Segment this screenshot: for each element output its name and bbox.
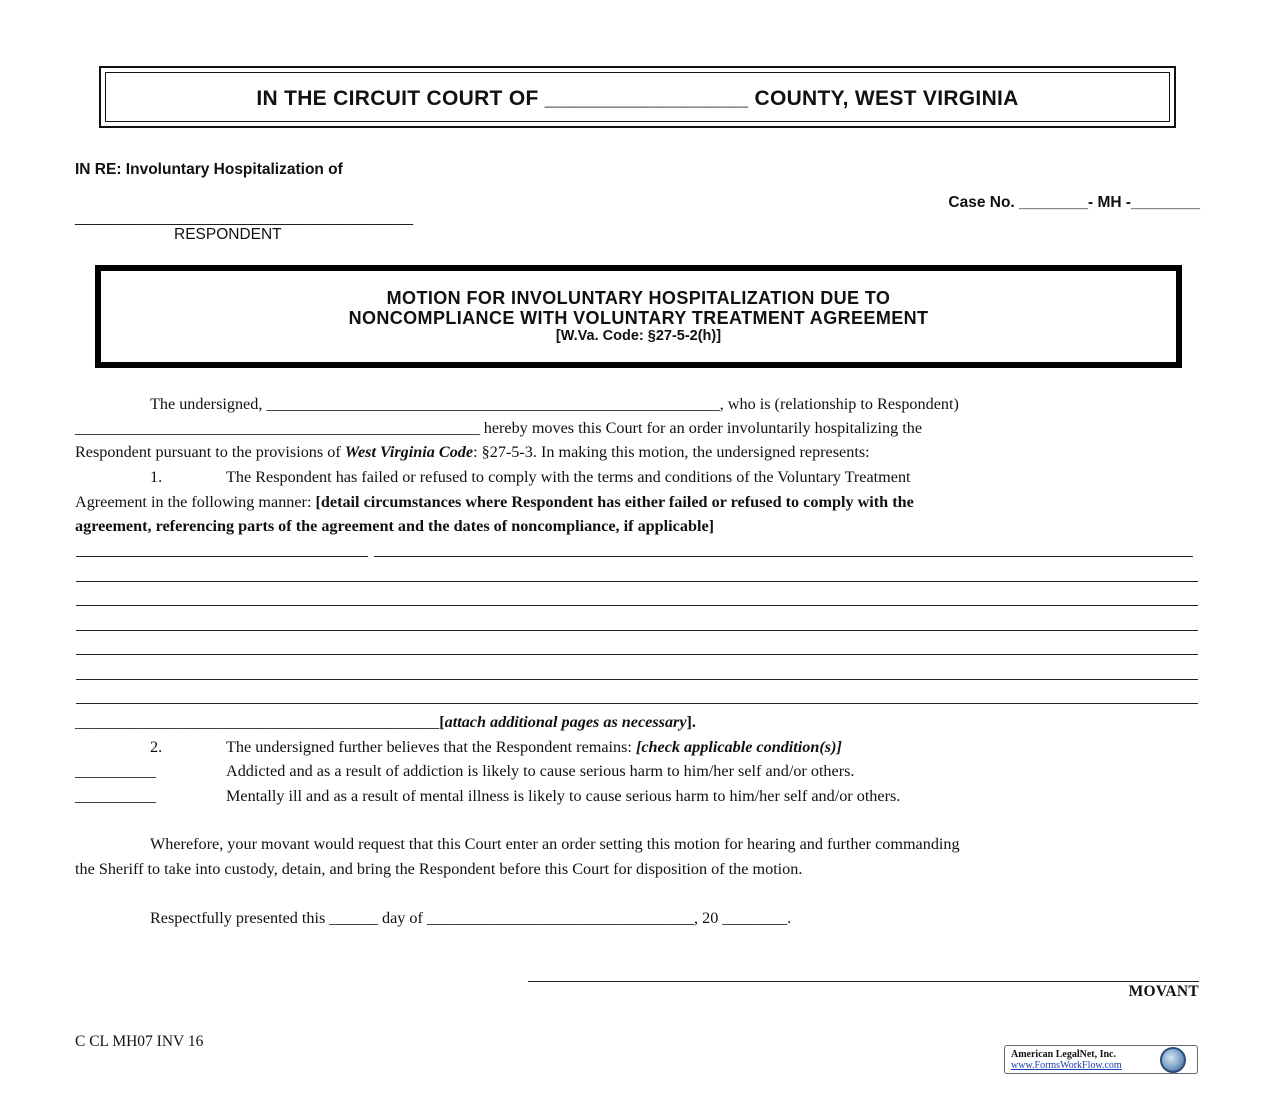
detail-line[interactable] bbox=[76, 581, 1198, 582]
item-1-instruction: agreement, referencing parts of the agreement and the dates of noncompliance, if applicable] bbox=[75, 517, 715, 535]
addicted-checkbox-blank[interactable]: __________ bbox=[75, 762, 156, 780]
court-title: IN THE CIRCUIT COURT OF _________________ COUNTY, WEST VIRGINIA bbox=[256, 87, 1019, 110]
detail-last-blank: _____________________________________________ bbox=[75, 713, 440, 731]
motion-title-box bbox=[95, 265, 1182, 368]
item-1-attach-line bbox=[75, 713, 696, 732]
detail-line[interactable] bbox=[76, 654, 1198, 655]
globe-icon bbox=[1160, 1047, 1186, 1073]
movant-name-blank: ________________________________________________________ bbox=[266, 395, 720, 413]
addicted-option-label: Addicted and as a result of addiction is likely to cause serious harm to him/her self and/or others. bbox=[226, 762, 855, 780]
motion-title-line-2: NONCOMPLIANCE WITH VOLUNTARY TREATMENT AGREEMENT bbox=[348, 308, 929, 328]
attach-bracket: [ bbox=[439, 713, 445, 731]
item-2-instruction: [check applicable condition(s)] bbox=[635, 738, 842, 756]
attach-bracket: ]. bbox=[686, 713, 696, 731]
item-2-line bbox=[226, 738, 842, 757]
intro-text: hereby moves this Court for an order involuntarily hospitalizing the bbox=[479, 419, 923, 437]
motion-title-line-1: MOTION FOR INVOLUNTARY HOSPITALIZATION DUE TO bbox=[386, 288, 891, 308]
publisher-website-link[interactable]: www.FormsWorkFlow.com bbox=[1011, 1060, 1122, 1071]
code-reference: West Virginia Code bbox=[344, 443, 474, 461]
detail-line[interactable] bbox=[76, 679, 1198, 680]
statute-citation: [W.Va. Code: §27-5-2(h)] bbox=[555, 328, 722, 344]
wherefore-line-1: Wherefore, your movant would request that this Court enter an order setting this motion for hearing and further commanding bbox=[150, 835, 960, 853]
intro-text: The undersigned, bbox=[150, 395, 267, 413]
year-blank[interactable]: ________ bbox=[722, 909, 788, 927]
presented-text: day of bbox=[377, 909, 427, 927]
intro-line-1 bbox=[150, 395, 959, 414]
detail-line[interactable] bbox=[76, 605, 1198, 606]
item-2-number: 2. bbox=[150, 738, 163, 756]
item-1-text: The Respondent has failed or refused to comply with the terms and conditions of the Voluntary Treatment bbox=[226, 468, 911, 486]
mentally-ill-checkbox-blank[interactable]: __________ bbox=[75, 787, 156, 805]
item-1-number: 1. bbox=[150, 468, 163, 486]
presented-text: Respectfully presented this bbox=[150, 909, 330, 927]
in-re-caption: IN RE: Involuntary Hospitalization of bbox=[75, 161, 343, 178]
detail-line[interactable] bbox=[76, 556, 368, 557]
item-1-line-2 bbox=[75, 493, 914, 512]
signature-line[interactable] bbox=[528, 981, 1199, 982]
mentally-ill-option-label: Mentally ill and as a result of mental illness is likely to cause serious harm to him/her self and/or others. bbox=[226, 787, 901, 805]
form-code: C CL MH07 INV 16 bbox=[75, 1033, 204, 1050]
wherefore-line-2: the Sheriff to take into custody, detain, and bring the Respondent before this Court for disposition of the motion. bbox=[75, 860, 803, 878]
detail-line[interactable] bbox=[374, 556, 1193, 557]
presented-text: , 20 bbox=[694, 909, 723, 927]
intro-text: , who is (relationship to Respondent) bbox=[719, 395, 959, 413]
presented-line bbox=[150, 909, 791, 928]
day-blank[interactable]: ______ bbox=[329, 909, 378, 927]
court-header-box bbox=[99, 66, 1176, 128]
month-blank[interactable]: _________________________________ bbox=[426, 909, 695, 927]
respondent-label: RESPONDENT bbox=[174, 226, 282, 243]
intro-text: Respondent pursuant to the provisions of bbox=[75, 443, 345, 461]
detail-line[interactable] bbox=[76, 630, 1198, 631]
attach-note: attach additional pages as necessary bbox=[444, 713, 687, 731]
item-1-text: Agreement in the following manner: bbox=[75, 493, 316, 511]
presented-text: . bbox=[787, 909, 792, 927]
intro-line-3 bbox=[75, 443, 870, 462]
movant-label: MOVANT bbox=[1128, 983, 1199, 1000]
relationship-blank: __________________________________________________ bbox=[75, 419, 480, 437]
respondent-name-line: __________________________________________ bbox=[75, 209, 413, 226]
case-number: Case No. ________- MH -________ bbox=[948, 194, 1200, 211]
publisher-name: American LegalNet, Inc. bbox=[1011, 1049, 1116, 1060]
intro-line-2 bbox=[75, 419, 922, 438]
intro-text: : §27-5-3. In making this motion, the undersigned represents: bbox=[473, 443, 870, 461]
item-2-text: The undersigned further believes that the Respondent remains: bbox=[226, 738, 636, 756]
item-1-instruction: [detail circumstances where Respondent has either failed or refused to comply with the bbox=[315, 493, 914, 511]
detail-line[interactable] bbox=[76, 703, 1198, 704]
